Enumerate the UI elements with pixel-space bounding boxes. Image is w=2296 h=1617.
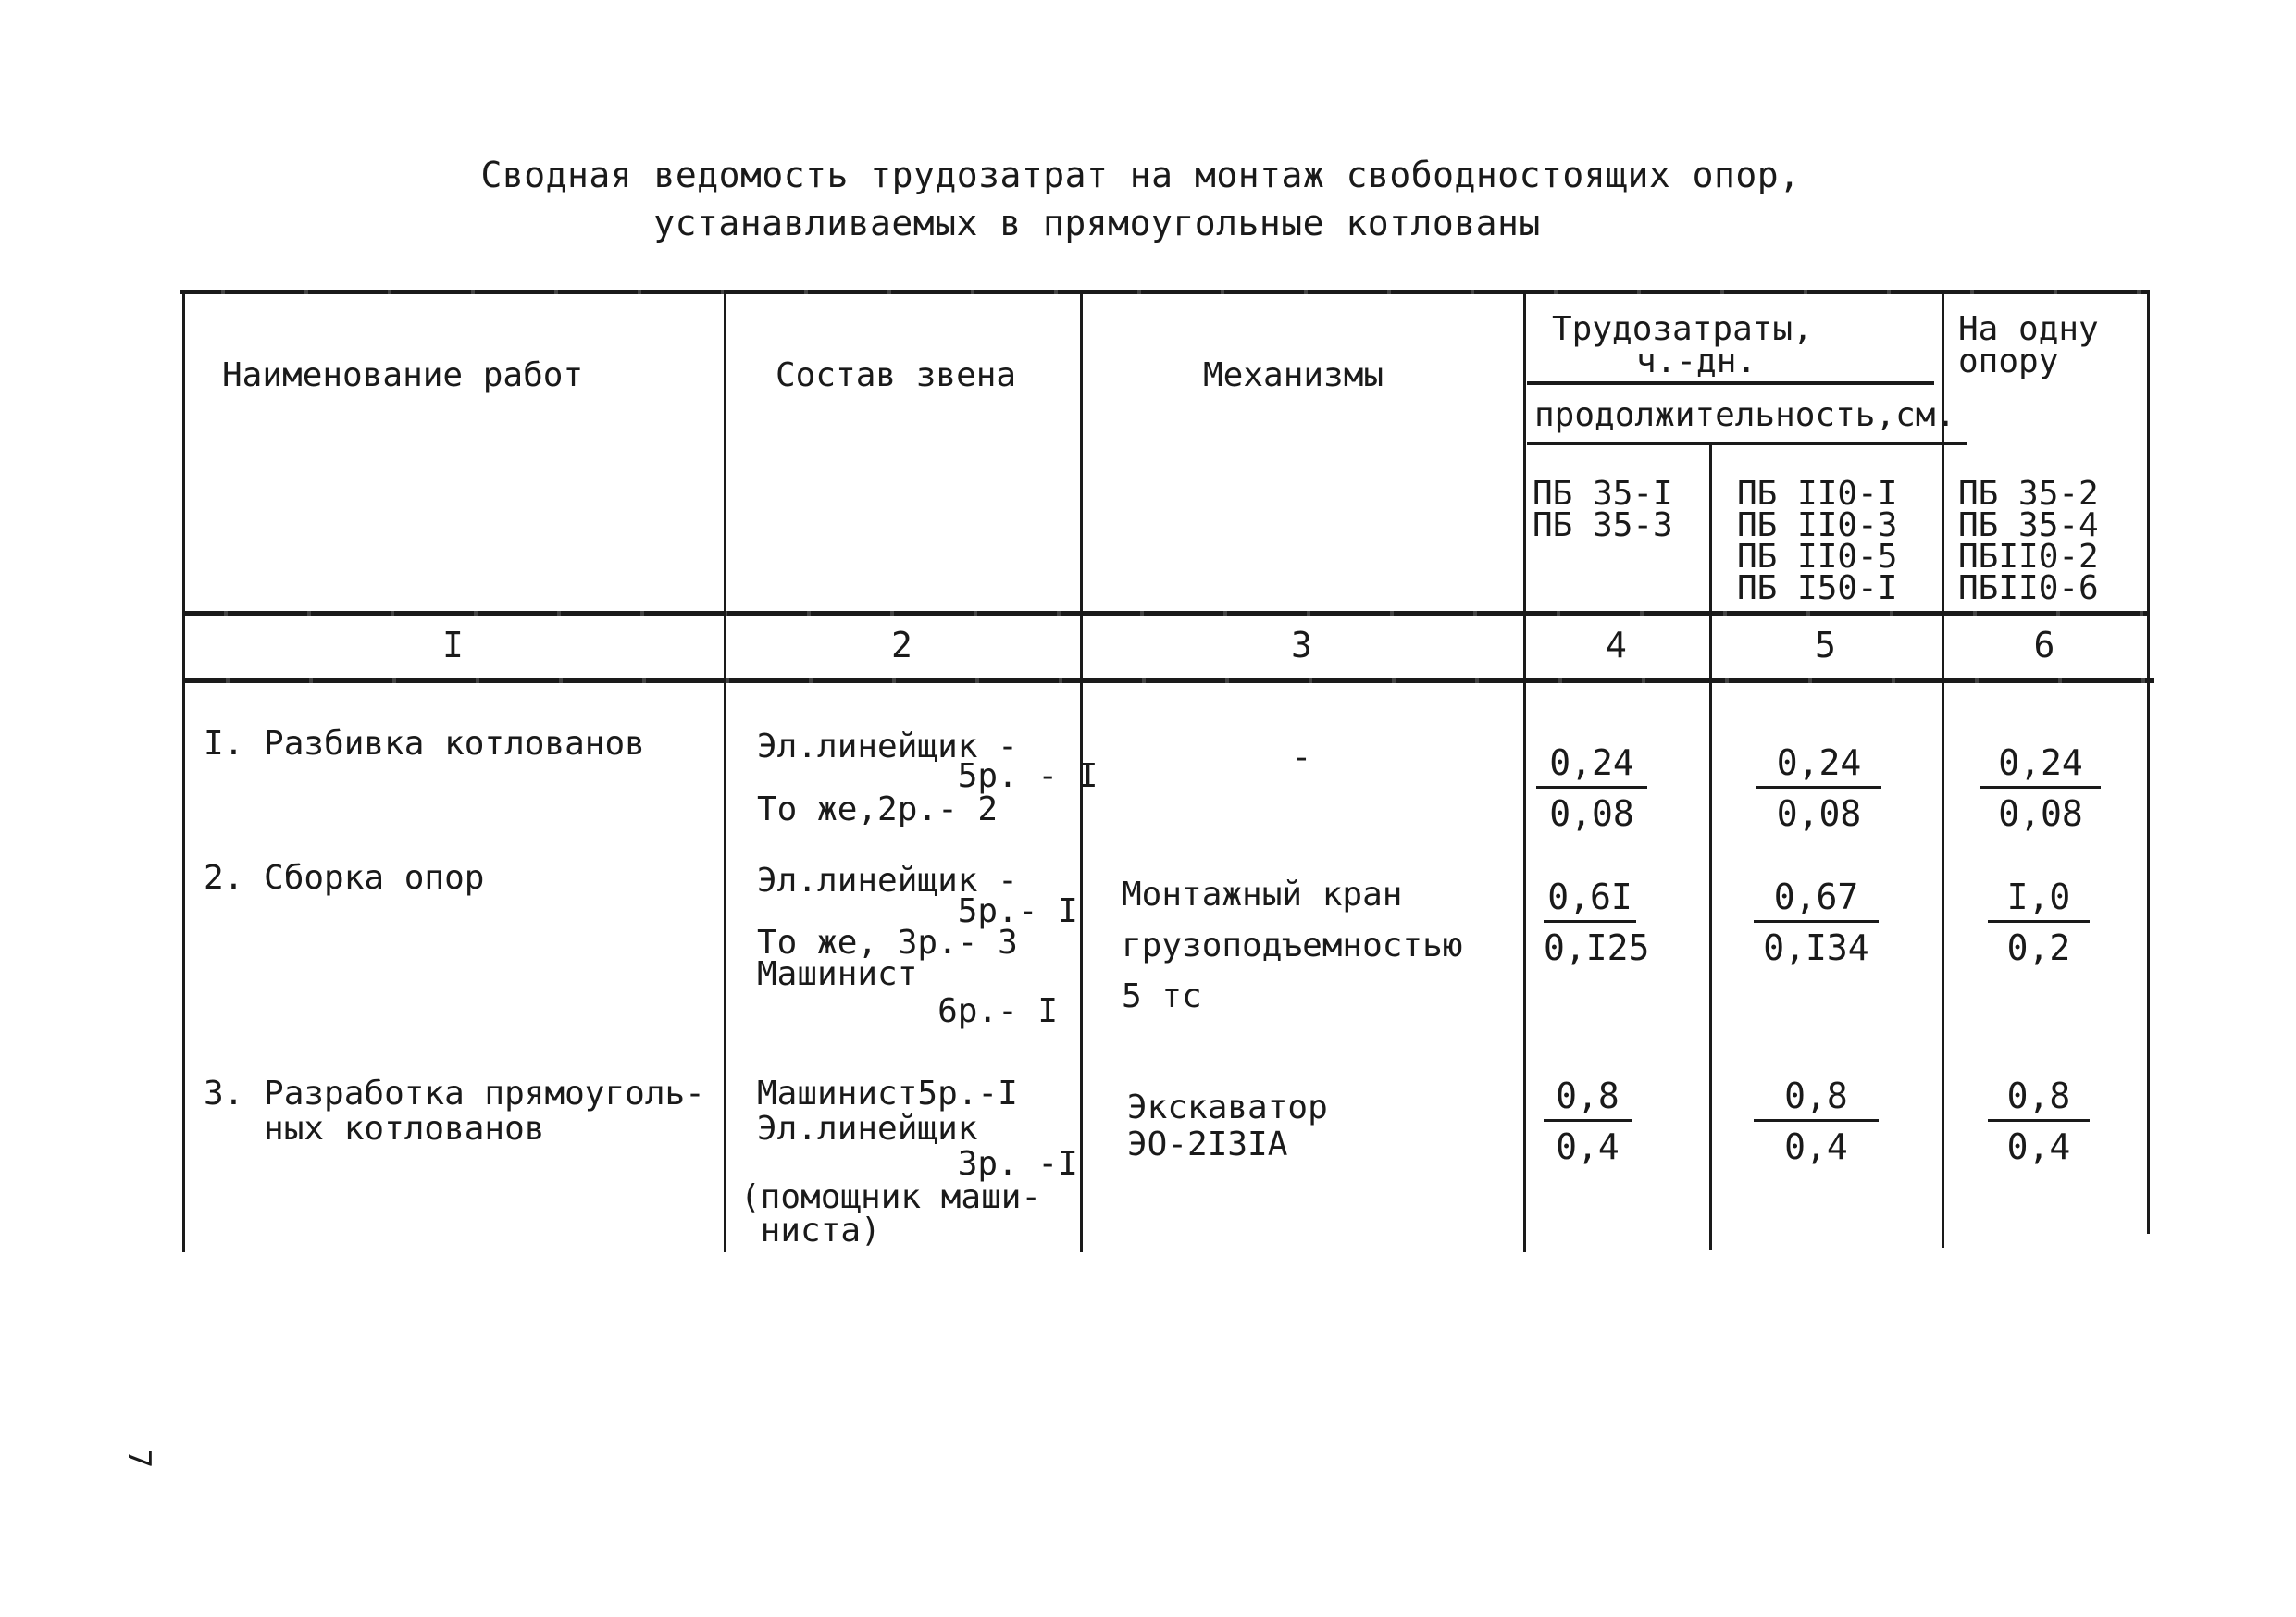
duration-value: 0,4 <box>1556 1126 1620 1167</box>
header-labor-line-1: Трудозатраты, <box>1552 310 1813 348</box>
work-name: 2. Сборка опор <box>204 859 485 897</box>
duration-value: 0,I34 <box>1763 927 1869 968</box>
header-labor-line-2: ч.-дн. <box>1636 342 1757 380</box>
support-type: ПБ II0-5 <box>1737 538 1898 576</box>
labor-fraction <box>1988 1076 2090 1167</box>
duration-value: 0,08 <box>1998 793 2083 834</box>
support-type: ПБ II0-I <box>1737 475 1898 513</box>
crew-line: 3р. -I <box>757 1145 1078 1183</box>
duration-value: 0,4 <box>1784 1126 1848 1167</box>
duration-value: 0,08 <box>1776 793 1862 834</box>
labor-subheader-rule <box>1527 381 1934 385</box>
support-type: ПБII0-2 <box>1958 538 2099 576</box>
header-bottom-border <box>183 611 2150 616</box>
col-divider-4-5 <box>1709 444 1712 1250</box>
work-name: 3. Разработка прямоуголь- <box>204 1075 705 1113</box>
header-duration: продолжительность,см. <box>1534 396 1956 434</box>
crew-line: 6р.- I <box>757 992 1059 1030</box>
work-name: I. Разбивка котлованов <box>204 725 645 763</box>
labor-fraction <box>1544 1076 1632 1167</box>
column-number: 5 <box>1815 625 1836 665</box>
column-number: 3 <box>1291 625 1312 665</box>
header-per-support-line-1: На одну <box>1958 310 2099 348</box>
crew-line: 5р.- I <box>757 892 1078 930</box>
labor-value: 0,8 <box>1556 1076 1620 1116</box>
labor-value: 0,8 <box>2006 1076 2071 1116</box>
document-title-line-2: устанавливаемых в прямоугольные котлованы <box>653 203 1541 243</box>
header-crew: Состав звена <box>776 356 1017 394</box>
column-number: 4 <box>1606 625 1627 665</box>
labor-value: 0,24 <box>1998 742 2083 783</box>
crew-line: 5р. - I <box>757 757 1098 795</box>
crew-line: То же,2р.- 2 <box>757 790 999 828</box>
duration-value: 0,I25 <box>1544 927 1650 968</box>
crew-line: Эл.линейщик - <box>757 862 1018 900</box>
machine-line: 5 тс <box>1122 977 1202 1015</box>
crew-line: Машинист <box>757 955 918 993</box>
column-number: I <box>442 625 464 665</box>
crew-line: Машинист5р.-I <box>757 1075 1018 1113</box>
header-per-support-line-2: опору <box>1958 342 2059 380</box>
header-machines: Механизмы <box>1203 356 1384 394</box>
header-work-name: Наименование работ <box>222 356 584 394</box>
crew-line: Эл.линейщик <box>757 1110 978 1148</box>
machine-line: ЭО-2I3IA <box>1127 1126 1288 1163</box>
column-number: 2 <box>891 625 912 665</box>
labor-fraction <box>1980 742 2101 834</box>
labor-fraction <box>1988 877 2090 968</box>
col-divider-1-2 <box>724 290 726 1252</box>
document-title-line-1: Сводная ведомость трудозатрат на монтаж свободностоящих опор, <box>480 155 1801 195</box>
col-divider-3-4 <box>1523 290 1526 1252</box>
duration-value: 0,2 <box>2006 927 2071 968</box>
labor-fraction <box>1754 877 1879 968</box>
column-number: 6 <box>2033 625 2055 665</box>
labor-value: I,0 <box>2006 877 2071 917</box>
labor-value: 0,24 <box>1776 742 1862 783</box>
labor-fraction <box>1754 1076 1879 1167</box>
page-number: 7 <box>120 1449 158 1469</box>
labor-value: 0,6I <box>1547 877 1632 917</box>
support-type: ПБ 35-I <box>1533 475 1673 513</box>
crew-line: Эл.линейщик - <box>757 728 1018 765</box>
machine-line: Монтажный кран <box>1122 876 1403 914</box>
machine-line: грузоподъемностью <box>1122 927 1463 964</box>
support-type: ПБ I50-I <box>1737 569 1898 607</box>
crew-line: То же, 3р.- 3 <box>757 924 1018 962</box>
work-name: ных котлованов <box>204 1110 545 1148</box>
table-right-border <box>2147 290 2150 1234</box>
duration-subheader-rule <box>1527 442 1967 445</box>
crew-line: (помощник маши- <box>740 1178 1042 1216</box>
machine-line: - <box>1291 739 1312 777</box>
column-numbers-bottom-border <box>185 678 2154 683</box>
labor-value: 0,8 <box>1784 1076 1848 1116</box>
labor-value: 0,67 <box>1773 877 1859 917</box>
crew-line: ниста) <box>740 1212 881 1250</box>
support-type: ПБII0-6 <box>1958 569 2099 607</box>
labor-value: 0,24 <box>1549 742 1634 783</box>
support-type: ПБ 35-2 <box>1958 475 2099 513</box>
support-type: ПБ 35-4 <box>1958 506 2099 544</box>
table-left-border <box>182 290 185 1252</box>
labor-fraction <box>1536 742 1647 834</box>
labor-fraction <box>1544 877 1650 968</box>
table-top-border <box>180 290 2147 294</box>
duration-value: 0,08 <box>1549 793 1634 834</box>
labor-fraction <box>1756 742 1881 834</box>
support-type: ПБ II0-3 <box>1737 506 1898 544</box>
duration-value: 0,4 <box>2006 1126 2071 1167</box>
machine-line: Экскаватор <box>1127 1088 1328 1126</box>
support-type: ПБ 35-3 <box>1533 506 1673 544</box>
